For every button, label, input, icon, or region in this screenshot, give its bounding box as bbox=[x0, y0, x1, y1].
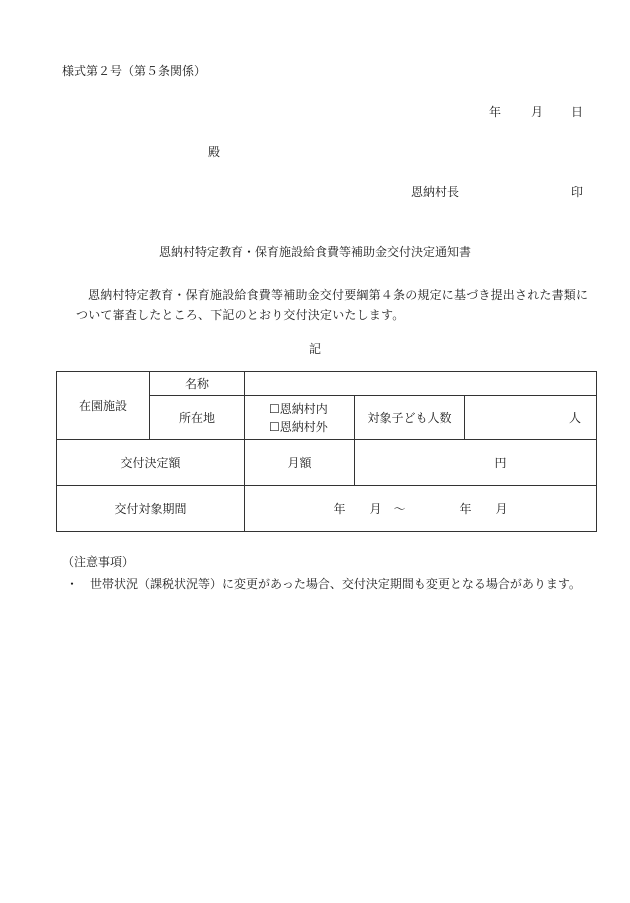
checkbox-outside-village[interactable]: ☐恩納村外 bbox=[269, 419, 328, 434]
grant-amount-label: 交付決定額 bbox=[57, 440, 245, 486]
table-row bbox=[57, 440, 597, 486]
name-value bbox=[245, 372, 597, 396]
name-label: 名称 bbox=[150, 372, 245, 396]
yen-unit-text: 円 bbox=[494, 456, 507, 470]
location-label: 所在地 bbox=[150, 396, 245, 440]
yen-unit bbox=[355, 440, 597, 486]
children-count-unit: 人 bbox=[465, 396, 597, 440]
table-row bbox=[57, 486, 597, 532]
seal-mark: 印 bbox=[571, 185, 584, 199]
period-end: 年 月 bbox=[459, 502, 508, 516]
ki-heading: 記 bbox=[308, 342, 321, 356]
notes-title: （注意事項） bbox=[62, 555, 135, 569]
date-year-label: 年 bbox=[489, 105, 502, 119]
date-day-label: 日 bbox=[571, 105, 584, 119]
period-start: 年 月 ～ bbox=[333, 502, 406, 516]
location-options bbox=[245, 396, 355, 440]
grant-decision-table bbox=[56, 371, 597, 532]
form-number: 様式第２号（第５条関係） bbox=[62, 64, 207, 78]
note-item: 世帯状況（課税状況等）に変更があった場合、交付決定期間も変更となる場合があります。 bbox=[90, 577, 581, 591]
facility-label: 在園施設 bbox=[57, 372, 150, 440]
body-paragraph: 恩納村特定教育・保育施設給食費等補助金交付要綱第４条の規定に基づき提出された書類について審査したところ、下記のとおり交付決定いたします。 bbox=[76, 288, 589, 322]
document-title: 恩納村特定教育・保育施設給食費等補助金交付決定通知書 bbox=[158, 245, 471, 259]
table-row bbox=[57, 372, 597, 396]
grant-period-value bbox=[245, 486, 597, 532]
date-month-label: 月 bbox=[531, 105, 544, 119]
grant-period-label: 交付対象期間 bbox=[57, 486, 245, 532]
monthly-label: 月額 bbox=[245, 440, 355, 486]
note-bullet: ・ bbox=[66, 577, 79, 591]
addressee-honorific: 殿 bbox=[208, 145, 221, 159]
children-count-label: 対象子ども人数 bbox=[355, 396, 465, 440]
issuer-name: 恩納村長 bbox=[411, 185, 460, 199]
checkbox-inside-village[interactable]: ☐恩納村内 bbox=[269, 401, 328, 416]
